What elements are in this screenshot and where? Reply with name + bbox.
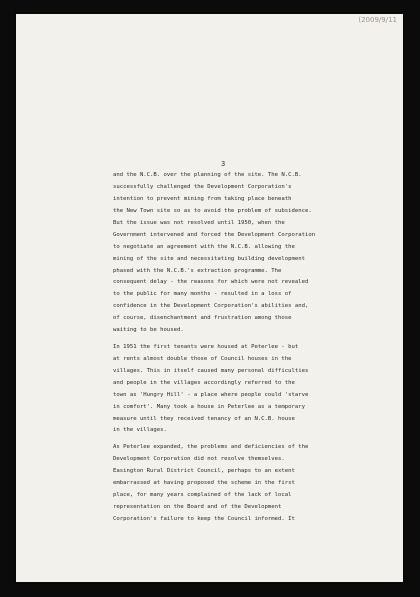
text-line: mining of the site and necessitating building development	[113, 255, 305, 262]
text-line: Easington Rural District Council, perhaps to an extent	[113, 468, 295, 475]
text-line: the New Town site so as to avoid the problem of subsidence.	[113, 207, 312, 214]
text-line: waiting to be housed.	[113, 327, 184, 334]
text-line: and the N.C.B. over the planning of the site. The N.C.B.	[113, 172, 302, 178]
paragraph	[113, 442, 333, 526]
text-line: intention to prevent mining from taking place beneath	[113, 195, 292, 202]
text-line: In 1951 the first tenants were housed at Peterlee - but	[113, 343, 299, 350]
text-line: in comfort'. Many took a house in Peterlee as a temporary	[113, 403, 305, 410]
text-line: town as 'Hungry Hill' - a place where people could 'starve	[113, 391, 309, 398]
text-line: villages. This in itself caused many personal difficulties	[113, 367, 309, 374]
text-line: Development Corporation did not resolve themselves.	[113, 456, 285, 463]
paragraph	[113, 170, 333, 337]
text-line: place, for many years complained of the lack of local	[113, 491, 292, 498]
text-line: measure until they received tenancy of an N.C.B. house	[113, 415, 295, 422]
text-line: representation on the Board and of the Development	[113, 503, 282, 510]
text-line: confidence in the Development Corporation's abilities and,	[113, 303, 309, 310]
text-line: Corporation's failure to keep the Council informed. It	[113, 515, 295, 522]
text-line: consequent delay - the reasons for which were not revealed	[113, 279, 309, 286]
text-line: As Peterlee expanded, the problems and deficiencies of the	[113, 444, 309, 451]
text-line: embarrassed at having proposed the scheme in the first	[113, 480, 295, 487]
text-line: to negotiate an agreement with the N.C.B. allowing the	[113, 243, 295, 250]
text-line: phased with the N.C.B.'s extraction programme. The	[113, 267, 282, 274]
archive-reference: (2009/9/11	[358, 16, 397, 24]
text-line: in the villages.	[113, 427, 167, 434]
text-line: Government intervened and forced the Development Corporation	[113, 231, 316, 238]
text-line: to the public for many months - resulted in a loss of	[113, 291, 292, 298]
text-line: successfully challenged the Development Corporation's	[113, 183, 292, 190]
text-line: at rents almost double those of Council houses in the	[113, 355, 292, 362]
text-line: of course, disenchantment and frustration among those	[113, 315, 292, 322]
text-line: But the issue was not resolved until 1950, when the	[113, 219, 285, 226]
page-number: 3	[221, 160, 226, 168]
text-line: and people in the villages accordingly referred to the	[113, 379, 295, 386]
paragraph	[113, 342, 333, 438]
body-text	[113, 170, 333, 531]
